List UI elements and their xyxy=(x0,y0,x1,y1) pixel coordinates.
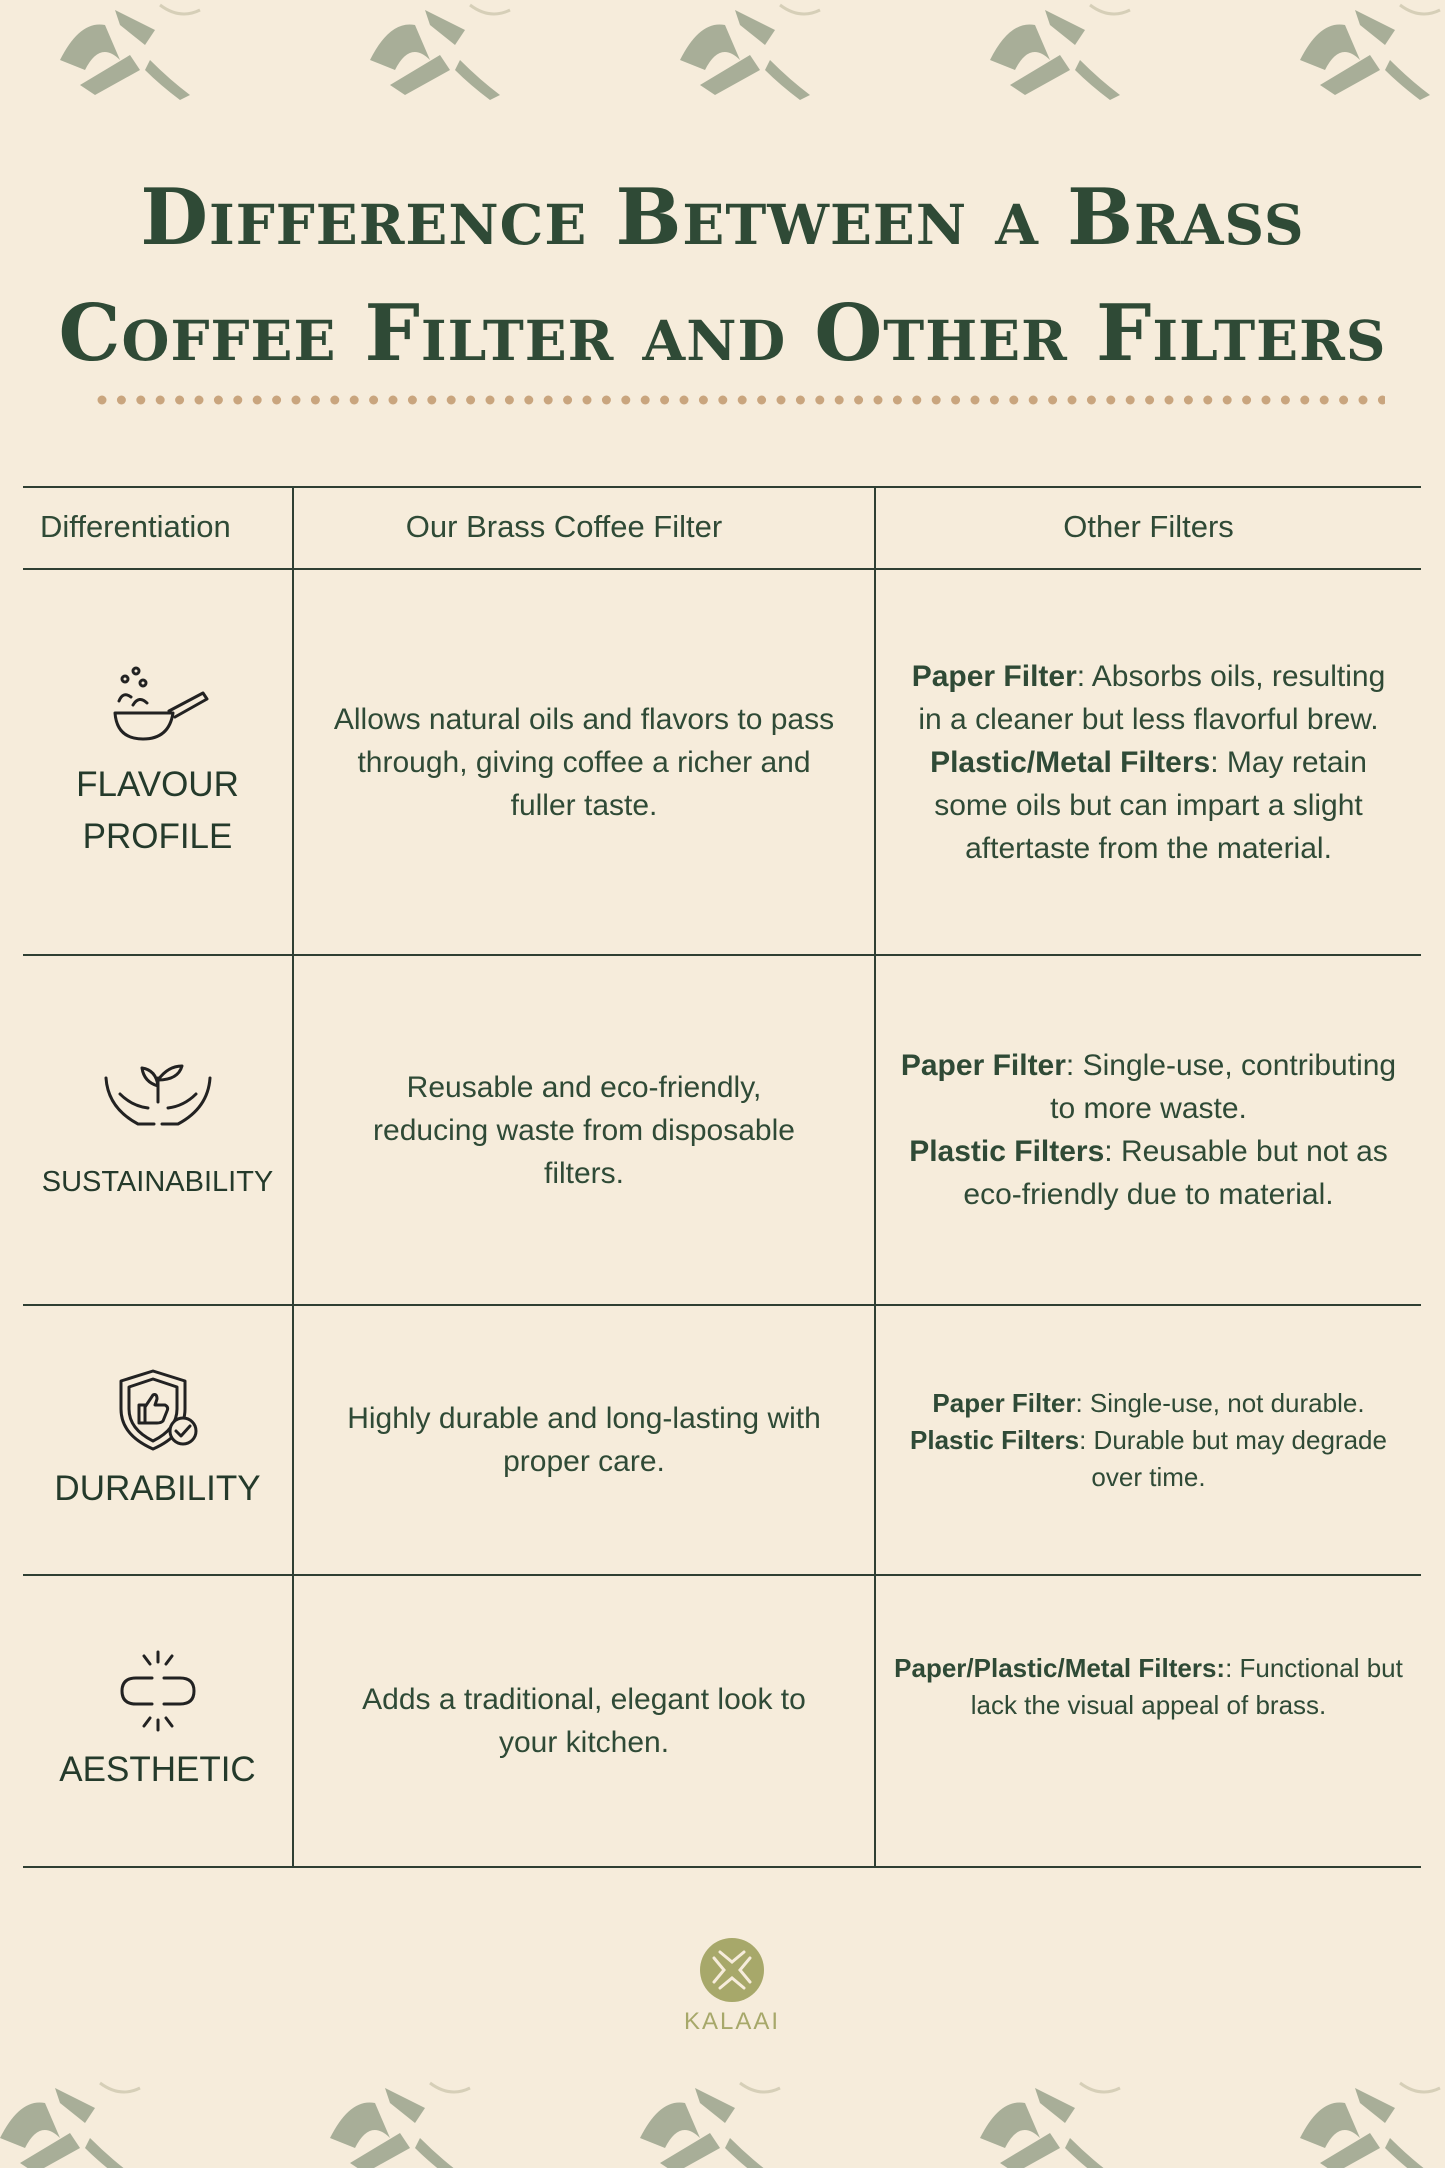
label-line: FLAVOUR xyxy=(76,765,239,804)
divider-dot xyxy=(777,396,786,405)
divider-dot xyxy=(699,396,708,405)
brass-text: Adds a traditional, elegant look to your kitchen. xyxy=(362,1683,806,1759)
divider-dot xyxy=(1029,396,1038,405)
other-cell xyxy=(876,956,1421,1304)
divider-dot xyxy=(272,396,281,405)
divider-dot xyxy=(1203,396,1212,405)
divider-dot xyxy=(175,396,184,405)
row-label-text: DURABILITY xyxy=(54,1469,261,1508)
filter-desc: : Single-use, not durable. xyxy=(1075,1387,1365,1418)
divider-dot xyxy=(214,396,223,405)
divider-dot xyxy=(389,396,398,405)
divider-dot xyxy=(951,396,960,405)
divider-dot xyxy=(1068,396,1077,405)
divider-dot xyxy=(854,396,863,405)
divider-dot xyxy=(1126,396,1135,405)
row-label-flavour xyxy=(23,570,292,954)
title-line-2: Coffee Filter and Other Filters xyxy=(58,288,1387,379)
divider-dot xyxy=(1048,396,1057,405)
divider-dot xyxy=(621,396,630,405)
label-line: PROFILE xyxy=(82,817,233,856)
header-other-filters: Other Filters xyxy=(1063,509,1234,544)
shield-thumbs-up-icon xyxy=(113,1365,203,1455)
divider-dot xyxy=(253,396,262,405)
divider-dot xyxy=(757,396,766,405)
brass-cell xyxy=(294,1306,874,1574)
divider-dot xyxy=(408,396,417,405)
filter-name: Plastic/Metal Filters xyxy=(930,745,1211,779)
hands-with-leaves-icon xyxy=(98,1058,218,1138)
divider-dot xyxy=(583,396,592,405)
comparison-table xyxy=(23,486,1421,1868)
divider-dot xyxy=(1300,396,1309,405)
divider-dot xyxy=(1378,396,1385,405)
divider-dot xyxy=(136,396,145,405)
row-label-text: SUSTAINABILITY xyxy=(41,1166,274,1198)
wok-stir-fry-icon xyxy=(103,661,213,751)
row-label-text xyxy=(76,759,239,863)
filter-name: Paper/Plastic/Metal Filters: xyxy=(894,1653,1226,1683)
divider-dot xyxy=(718,396,727,405)
divider-dot xyxy=(156,396,165,405)
other-text xyxy=(899,655,1399,870)
divider-dot xyxy=(874,396,883,405)
divider-dot xyxy=(1145,396,1154,405)
filter-name: Paper Filter xyxy=(932,1387,1076,1418)
divider-dot xyxy=(486,396,495,405)
divider-dot xyxy=(427,396,436,405)
divider-dot xyxy=(1339,396,1348,405)
other-cell xyxy=(876,1306,1421,1574)
filter-name: Plastic Filters xyxy=(910,1424,1080,1455)
divider-dot xyxy=(1087,396,1096,405)
divider-dot xyxy=(1262,396,1271,405)
divider-dot xyxy=(524,396,533,405)
divider-dot xyxy=(1106,396,1115,405)
table-rule xyxy=(23,1866,1421,1868)
broken-link-icon xyxy=(108,1646,208,1736)
divider-dot xyxy=(660,396,669,405)
page-title xyxy=(0,160,1445,392)
brass-text: Highly durable and long-lasting with proper care. xyxy=(347,1402,821,1478)
divider-dot xyxy=(330,396,339,405)
divider-dot xyxy=(1165,396,1174,405)
divider-dot xyxy=(1184,396,1193,405)
divider-dot xyxy=(292,396,301,405)
divider-dot xyxy=(971,396,980,405)
header-brass-filter: Our Brass Coffee Filter xyxy=(405,509,723,544)
filter-desc: : Durable but may degrade over time. xyxy=(1079,1424,1387,1492)
row-label-aesthetic xyxy=(23,1576,292,1866)
divider-dot xyxy=(1320,396,1329,405)
other-cell xyxy=(876,570,1421,954)
brass-text: Reusable and eco-friendly, reducing waste from disposable filters. xyxy=(373,1070,795,1190)
filter-name: Paper Filter xyxy=(900,1049,1066,1082)
filter-desc: : May retain some oils but can impart a slight aftertaste from the material. xyxy=(934,745,1367,865)
brass-cell xyxy=(294,956,874,1304)
divider-dot xyxy=(680,396,689,405)
row-label-sustainability xyxy=(23,956,292,1304)
divider-dot xyxy=(796,396,805,405)
brass-text: Allows natural oils and flavors to pass through, giving coffee a richer and fuller taste. xyxy=(333,702,835,822)
divider-dot xyxy=(544,396,553,405)
divider-dot xyxy=(893,396,902,405)
bottom-pattern-band xyxy=(0,2068,1445,2168)
divider-dot xyxy=(1223,396,1232,405)
row-label-text: AESTHETIC xyxy=(59,1750,256,1789)
divider-dot xyxy=(738,396,747,405)
divider-dot xyxy=(117,396,126,405)
filter-desc: : Single-use, contributing to more waste. xyxy=(1050,1049,1397,1125)
other-text xyxy=(889,1650,1409,1724)
divider-dot xyxy=(1281,396,1290,405)
divider-dot xyxy=(602,396,611,405)
divider-dot xyxy=(835,396,844,405)
divider-dot xyxy=(815,396,824,405)
header-differentiation: Differentiation xyxy=(40,509,231,544)
filter-desc: : Reusable but not as eco-friendly due to material. xyxy=(963,1135,1388,1211)
divider-dot xyxy=(1009,396,1018,405)
title-line-1: Difference Between a Brass xyxy=(140,172,1305,263)
divider-dot xyxy=(466,396,475,405)
divider-dot xyxy=(369,396,378,405)
divider-dot xyxy=(98,396,107,405)
row-label-durability xyxy=(23,1306,292,1574)
brass-cell xyxy=(294,1576,874,1866)
divider-dot xyxy=(447,396,456,405)
other-cell xyxy=(876,1576,1421,1866)
other-text xyxy=(889,1385,1409,1496)
filter-desc: : Absorbs oils, resulting in a cleaner but less flavorful brew. xyxy=(918,659,1386,736)
divider-dot xyxy=(932,396,941,405)
divider-dot xyxy=(563,396,572,405)
divider-dot xyxy=(311,396,320,405)
filter-name: Paper Filter xyxy=(911,659,1077,693)
divider-dot xyxy=(505,396,514,405)
divider-dot xyxy=(1242,396,1251,405)
decorative-pattern xyxy=(0,2068,1445,2168)
divider-dot xyxy=(990,396,999,405)
divider-dot xyxy=(195,396,204,405)
divider-dot xyxy=(641,396,650,405)
top-pattern-band xyxy=(0,0,1445,100)
divider-dot xyxy=(350,396,359,405)
divider-dot xyxy=(1359,396,1368,405)
brass-cell xyxy=(294,570,874,954)
dotted-divider xyxy=(95,393,1385,407)
divider-dot xyxy=(912,396,921,405)
filter-name: Plastic Filters xyxy=(909,1135,1105,1168)
kalaai-logo-icon xyxy=(700,1938,764,2002)
brand-name: KALAAI xyxy=(683,2008,781,2035)
decorative-pattern xyxy=(0,0,1445,100)
filter-desc: : Functional but lack the visual appeal of brass. xyxy=(970,1653,1403,1720)
other-text xyxy=(899,1044,1399,1216)
divider-dot xyxy=(233,396,242,405)
